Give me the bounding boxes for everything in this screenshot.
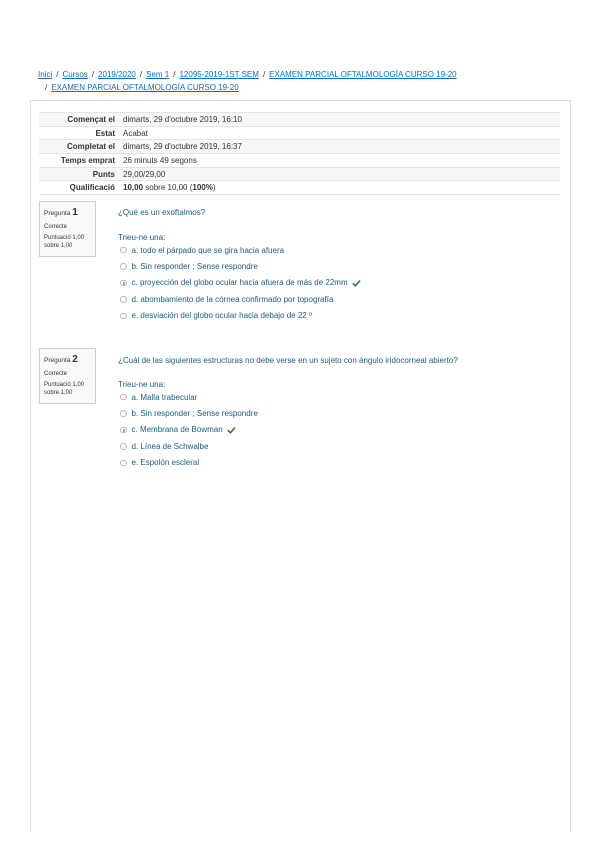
- breadcrumb-link-year[interactable]: 2019/2020: [98, 70, 136, 79]
- answer-label: b. Sin responder ; Sense respondre: [131, 409, 258, 419]
- summary-value: 29,00/29,00: [119, 167, 560, 181]
- radio-button[interactable]: [120, 410, 127, 417]
- question-label: Pregunta: [44, 357, 71, 364]
- summary-value: 26 minuts 49 segons: [119, 154, 560, 168]
- question-grade: Puntuació 1,00 sobre 1,00: [44, 234, 85, 249]
- answer-option[interactable]: [120, 242, 361, 258]
- answer-option[interactable]: [120, 405, 258, 421]
- answer-option[interactable]: [120, 455, 258, 471]
- breadcrumb-link-exam[interactable]: EXAMEN PARCIAL OFTALMOLOGÍA CURSO 19-20: [269, 70, 457, 79]
- answer-option[interactable]: [120, 389, 258, 405]
- answer-label: d. Línea de Schwalbe: [131, 441, 209, 451]
- breadcrumb-line-1: [38, 69, 558, 82]
- main-region: [30, 100, 571, 832]
- breadcrumb-link-current[interactable]: EXAMEN PARCIAL OFTALMOLOGÍA CURSO 19-20: [51, 82, 239, 92]
- summary-row: [39, 113, 560, 127]
- summary-value: dimarts, 29 d'octubre 2019, 16:10: [119, 113, 560, 127]
- question-number-value: 2: [72, 354, 78, 365]
- question-2-text: ¿Cuál de las siguientes estructuras no debe verse en un sujeto con ángulo iridocorneal abierto?: [118, 356, 458, 365]
- question-1-info: [39, 201, 96, 257]
- summary-label: Començat el: [39, 113, 119, 127]
- radio-button[interactable]: [120, 296, 127, 303]
- breadcrumb-link-inici[interactable]: Inici: [38, 70, 53, 79]
- answer-option-selected[interactable]: [120, 275, 361, 291]
- summary-row: [39, 126, 560, 140]
- answer-option-selected[interactable]: [120, 422, 258, 438]
- answer-option[interactable]: [120, 291, 361, 307]
- radio-button[interactable]: [120, 313, 127, 320]
- summary-value: Acabat: [119, 126, 560, 140]
- breadcrumb-separator: /: [139, 70, 143, 79]
- summary-label: Estat: [39, 126, 119, 140]
- summary-grade-value: [119, 181, 560, 195]
- summary-value: dimarts, 29 d'octubre 2019, 16:37: [119, 140, 560, 154]
- summary-label: Completat el: [39, 140, 119, 154]
- summary-row: [39, 140, 560, 154]
- quiz-summary-table: [39, 112, 560, 195]
- question-number: [44, 353, 91, 367]
- checkmark-icon: [227, 426, 236, 434]
- answer-label: e. Espolón escleral: [131, 458, 200, 468]
- summary-label: Qualificació: [39, 181, 119, 195]
- question-number-value: 1: [72, 207, 78, 218]
- breadcrumb-separator: /: [91, 70, 95, 79]
- summary-label: Temps emprat: [39, 154, 119, 168]
- answer-label: a. todo el párpado que se gira hacia afuera: [131, 245, 285, 255]
- grade-score: 10,00: [123, 183, 144, 193]
- breadcrumb-separator: /: [56, 70, 59, 79]
- question-2-info: [39, 348, 96, 404]
- question-1-prompt: Trieu-ne una:: [118, 233, 166, 242]
- answer-option[interactable]: [120, 308, 361, 324]
- breadcrumb-link-cursos[interactable]: Cursos: [62, 70, 88, 79]
- breadcrumb-separator: /: [173, 70, 176, 79]
- question-number: [44, 206, 91, 220]
- grade-close: ): [212, 183, 216, 193]
- summary-row: [39, 167, 560, 181]
- question-label: Pregunta: [44, 210, 71, 217]
- grade-percent: 100%: [192, 183, 213, 193]
- radio-button[interactable]: [120, 394, 127, 401]
- grade-out-of: sobre 10,00 (: [143, 183, 193, 193]
- breadcrumb-separator: /: [45, 82, 48, 92]
- radio-button[interactable]: [120, 443, 127, 450]
- question-2-answers: [120, 389, 258, 471]
- answer-label: e. desviación del globo ocular hacia debajo de 22 º: [131, 311, 312, 321]
- answer-label: a. Malla trabecular: [131, 392, 198, 402]
- question-state: Correcte: [44, 370, 68, 377]
- breadcrumb-link-semester[interactable]: Sem 1: [146, 70, 170, 79]
- radio-button[interactable]: [120, 460, 127, 467]
- question-1-text: ¿Qué es un exoftalmos?: [118, 208, 206, 217]
- answer-label: b. Sin responder ; Sense respondre: [131, 262, 258, 272]
- radio-button[interactable]: [120, 263, 127, 270]
- answer-label: c. proyección del globo ocular hacia afuera de más de 22mm: [131, 278, 348, 288]
- breadcrumb-separator: /: [262, 70, 266, 79]
- breadcrumb: [38, 69, 558, 94]
- breadcrumb-link-course[interactable]: 12095-2019-1ST SEM: [179, 70, 259, 79]
- summary-row: [39, 154, 560, 168]
- radio-button[interactable]: [120, 247, 127, 254]
- question-1-answers: [120, 242, 361, 324]
- question-grade: Puntuació 1,00 sobre 1,00: [44, 381, 85, 396]
- summary-label: Punts: [39, 167, 119, 181]
- question-2-prompt: Trieu-ne una:: [118, 380, 166, 389]
- radio-button-checked[interactable]: [120, 280, 127, 287]
- question-state: Correcte: [44, 223, 68, 230]
- summary-row: [39, 181, 560, 195]
- answer-option[interactable]: [120, 258, 361, 274]
- answer-option[interactable]: [120, 438, 258, 454]
- radio-button-checked[interactable]: [120, 427, 127, 434]
- checkmark-icon: [352, 279, 361, 287]
- breadcrumb-line-2: [38, 82, 558, 95]
- answer-label: c. Membrana de Bowman: [131, 425, 223, 435]
- answer-label: d. abombamiento de la córnea confirmado por topografía: [131, 294, 334, 304]
